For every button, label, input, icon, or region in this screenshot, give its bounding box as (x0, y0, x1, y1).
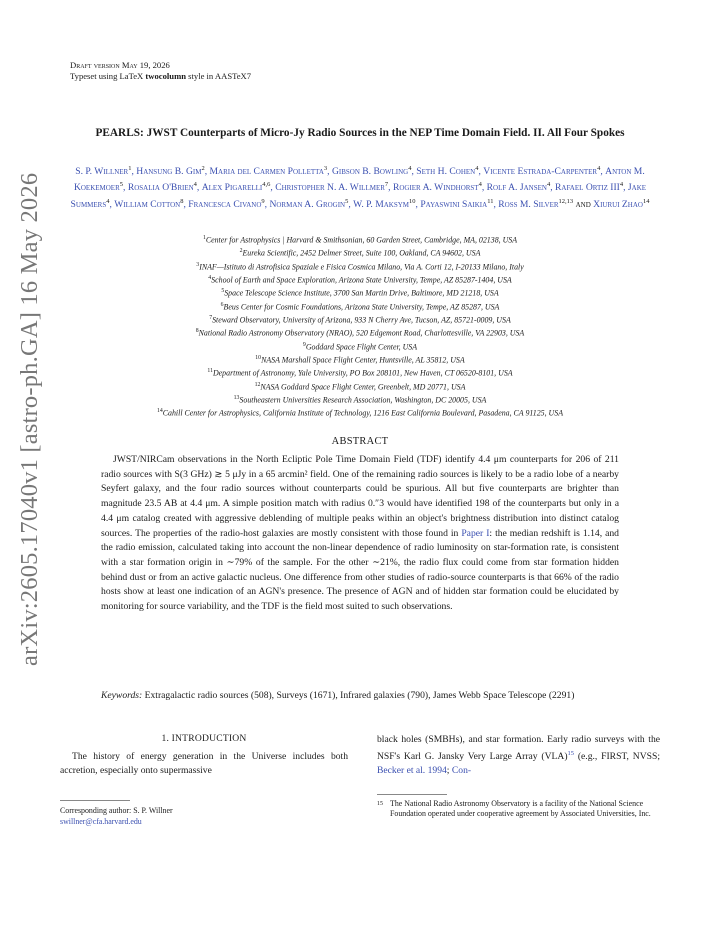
author-name[interactable]: Maria del Carmen Polletta (209, 166, 324, 178)
abstract-heading: ABSTRACT (331, 436, 389, 447)
affiliation (60, 286, 660, 299)
intro-right-text: black holes (SMBHs), and star formation. Early radio surveys with the NSF's Karl G. Jansky Very Large Array (VLA)$^{15}$ (e.g., FIRST, NVSS; Becker et al. 1994; Con- (377, 734, 660, 777)
author-name[interactable]: Gibson B. Bowling (331, 166, 409, 178)
intro-left-text: The history of energy generation in the Universe includes both accretion, especially onto supermassive (60, 751, 348, 776)
affiliation (60, 273, 660, 286)
affiliation (60, 260, 660, 273)
author-name[interactable]: Norman A. Grogin (269, 198, 346, 210)
author-affiliation-mark: 1 (128, 165, 132, 172)
author-affiliation-mark: 8 (180, 197, 184, 205)
author-name[interactable]: William Cotton (114, 198, 181, 210)
author-name[interactable]: Alex Pigarelli (201, 182, 263, 194)
author-name[interactable]: Rafael Ortiz III (554, 182, 620, 194)
footnote-text: The National Radio Astronomy Observatory is a facility of the National Science Foundation operated under cooperative agreement by Associated Universities, Inc. (390, 799, 651, 819)
author-affiliation-mark: 4 (478, 181, 482, 189)
corresponding-email[interactable]: swillner@cfa.harvard.edu (60, 817, 142, 826)
affiliation-text: Space Telescope Science Institute, 3700 San Martin Drive, Baltimore, MD 21218, USA (224, 288, 499, 298)
author-name[interactable]: Rolf A. Jansen (486, 182, 547, 194)
author-name[interactable]: Xiurui Zhao (593, 198, 643, 210)
author-affiliation-mark: 4 (193, 181, 197, 189)
affiliation (60, 406, 660, 419)
affiliation (60, 393, 660, 406)
author-affiliation-mark: 11 (487, 197, 494, 205)
affiliation-number: 12 (254, 381, 261, 388)
footnote-15 (377, 799, 660, 820)
section-heading-introduction: 1. INTRODUCTION (161, 733, 247, 744)
affiliation-text: School of Earth and Space Exploration, Arizona State University, Tempe, AZ 85287-1404, USA (211, 275, 512, 285)
keywords-label: Keywords: (101, 690, 143, 701)
corresponding-label: Corresponding author: S. P. Willner (60, 806, 173, 815)
affiliation (60, 353, 660, 366)
author-name[interactable]: Rosalia O'Brien (127, 182, 194, 194)
author-name[interactable]: Anton M. Koekemoer (73, 166, 645, 194)
latex-logo: LaTeX (119, 71, 144, 81)
author-affiliation-mark: 7 (384, 181, 389, 189)
citation-becker-1994[interactable]: Becker et al. 1994 (377, 765, 447, 777)
affiliation-number: 5 (221, 288, 225, 295)
author-name[interactable]: Vicente Estrada-Carpenter (483, 166, 598, 178)
affiliation-text: Eureka Scientific, 2452 Delmer Street, Suite 100, Oakland, CA 94602, USA (242, 248, 481, 258)
affiliation (60, 380, 660, 393)
author-name[interactable]: Hansung B. Gim (136, 166, 202, 178)
author-name[interactable]: Payaswini Saikia (420, 198, 488, 210)
affiliation-number: 13 (233, 394, 240, 401)
affiliation-text: Steward Observatory, University of Arizona, 933 N Cherry Ave, Tucson, AZ, 85721-0009, USA (212, 315, 511, 325)
affiliation-number: 11 (207, 368, 213, 375)
affiliation-number: 7 (209, 314, 213, 321)
footnote-rule-left (60, 800, 130, 801)
corresponding-author (60, 805, 173, 827)
affiliation (60, 326, 660, 339)
author-affiliation-mark: 4,6 (262, 181, 271, 189)
affiliation-text: Beus Center for Cosmic Foundations, Arizona State University, Tempe, AZ 85287, USA (223, 302, 500, 312)
affiliation (60, 300, 660, 313)
abstract-text: JWST/NIRCam observations in the North Ecliptic Pole Time Domain Field (TDF) identify 4.4 μm counterparts for 206 of 211 radio sources with S(3 GHz) ≳ 5 μJy in a 65 arcmin² field. One of the remaining radio sources is likely to be a radio lobe of a nearby Seyfert galaxy, and the four radio sources without counterparts could be spurious. All but five counterparts are brighter than magnitude 23.5 AB at 4.4 μm. A simple position match with radius 0.″3 would have identified 198 of the counterparts but only in a 4.4 μm catalog created with aggressive deblending of multiple peaks within an object's brightness distribution into distinct catalog sources. The properties of the radio-host galaxies are mostly consistent with those found in Paper I: the median redshift is 1.14, and the radio emission, calculated taking into account the non-linear dependence of radio luminosity on star-formation rate, is consistent with a star formation origin in ∼79% of the sample. For the other ∼21%, the radio flux could come from star formation hidden behind dust or from an active galactic nucleus. One difference from other studies of radio-source counterparts is that 66% of the radio hosts show at least one indication of an AGN's presence. The presence of AGN and of hidden star formation could be elucidated by monitoring for source variability, and the TDF is the field most suited to such observations. (101, 454, 619, 613)
author-affiliation-mark: 4 (546, 181, 551, 189)
author-name[interactable]: Christopher N. A. Willmer (275, 182, 385, 194)
arxiv-sidebar-id: arXiv:2605.17040v1 [astro-ph.GA] 16 May 2026 (16, 172, 43, 666)
affiliation-number: 8 (195, 328, 199, 335)
author-affiliation-mark: 4 (106, 197, 110, 205)
author-affiliation-mark: 5 (345, 197, 349, 205)
author-affiliation-mark: 4 (597, 165, 601, 172)
affiliation-number: 1 (202, 235, 206, 241)
draft-version: Draft version May 19, 2026 (70, 60, 170, 70)
affiliation-text: NASA Goddard Space Flight Center, Greenbelt, MD 20771, USA (260, 382, 466, 392)
affiliation-text: NASA Marshall Space Flight Center, Huntsville, AL 35812, USA (261, 355, 465, 365)
affiliation-text: INAF—Istituto di Astrofisica Spaziale e Fisica Cosmica Milano, Via A. Corti 12, I-20133 Milano, Italy (199, 262, 524, 272)
affiliation-text: Department of Astronomy, Yale University, PO Box 208101, New Haven, CT 06520-8101, USA (212, 368, 513, 378)
author-affiliation-mark: 2 (201, 165, 205, 172)
author-affiliation-mark: 5 (119, 181, 124, 189)
author-and: and (575, 198, 591, 210)
affiliation (60, 340, 660, 353)
author-affiliation-mark: 3 (323, 165, 328, 172)
affiliation-number: 6 (220, 301, 224, 308)
author-name[interactable]: Ross M. Silver (498, 198, 559, 210)
affiliation (60, 246, 660, 259)
draft-header (70, 60, 251, 82)
author-affiliation-mark: 12,13 (558, 197, 574, 205)
author-name[interactable]: W. P. Maksym (353, 198, 410, 210)
paper-i-link[interactable]: Paper I (461, 527, 490, 539)
author-name[interactable]: Jake Summers (70, 182, 647, 210)
affiliation (60, 366, 660, 379)
affiliation-list (60, 233, 660, 420)
author-name[interactable]: Rogier A. Windhorst (392, 182, 479, 194)
affiliation-text: Center for Astrophysics | Harvard & Smithsonian, 60 Garden Street, Cambridge, MA, 02138, USA (205, 235, 518, 245)
affiliation-number: 3 (196, 261, 200, 268)
paper-title: PEARLS: JWST Counterparts of Micro-Jy Radio Sources in the NEP Time Domain Field. II. All Four Spokes (95, 127, 625, 139)
author-name[interactable]: Francesca Civano (188, 198, 262, 210)
affiliation-text: Cahill Center for Astrophysics, California Institute of Technology, 1216 East California Boulevard, Pasadena, CA 91125, USA (162, 408, 564, 418)
affiliation-number: 2 (239, 248, 243, 255)
typeset-line: Typeset using LaTeX twocolumn style in AASTeX7 (70, 71, 252, 81)
citation-condon[interactable]: Con- (451, 765, 472, 777)
author-affiliation-mark: 9 (261, 197, 265, 205)
author-name[interactable]: Seth H. Cohen (416, 166, 476, 178)
author-affiliation-mark: 10 (409, 197, 416, 205)
affiliation-number: 10 (255, 354, 262, 361)
keywords-text: Extragalactic radio sources (508), Surveys (1671), Infrared galaxies (790), James Webb Space Telescope (2291) (144, 690, 575, 701)
author-affiliation-mark: 14 (642, 197, 650, 205)
author-affiliation-mark: 4 (475, 165, 479, 172)
affiliation-number: 4 (208, 274, 212, 281)
author-affiliation-mark: 4 (619, 181, 624, 189)
author-affiliation-mark: 4 (408, 165, 412, 172)
affiliation-text: Southeastern Universities Research Association, Washington, DC 20005, USA (239, 395, 487, 405)
author-list: S. P. Willner$^1$, Hansung B. Gim$^2$, Maria del Carmen Polletta$^3$, Gibson B. Bowling$^4$, Seth H. Cohen$^4$, Vicente Estrada-Carpenter$^4$, Anton M. Koekemoer$^5$, Rosalia O'Brien$^4$, Alex Pigarelli$^{4,6}$, Christopher N. A. Willmer$^7$, Rogier A. Windhorst$^4$, Rolf A. Jansen$^4$, Rafael Ortiz III$^4$, Jake Summers$^4$, William Cotton$^8$, Francesca Civano$^9$, Norman A. Grogin$^5$, W. P. Maksym$^{10}$, Payaswini Saikia$^{11}$, Ross M. Silver$^{12,13}$ and Xiurui Zhao$^{14}$ (70, 165, 650, 210)
footnote-rule-right (377, 794, 447, 795)
affiliation-text: Goddard Space Flight Center, USA (305, 342, 418, 352)
affiliation-text: National Radio Astronomy Observatory (NRAO), 520 Edgemont Road, Charlottesville, VA 22903, USA (198, 328, 525, 338)
affiliation (60, 313, 660, 326)
keywords (101, 689, 675, 703)
footnote-ref-15[interactable]: 15 (567, 750, 575, 757)
footnote-number: 15 (377, 801, 383, 807)
affiliation (60, 233, 660, 246)
author-name[interactable]: S. P. Willner (75, 166, 129, 178)
affiliation-number: 14 (156, 408, 163, 415)
affiliation-number: 9 (302, 341, 306, 348)
